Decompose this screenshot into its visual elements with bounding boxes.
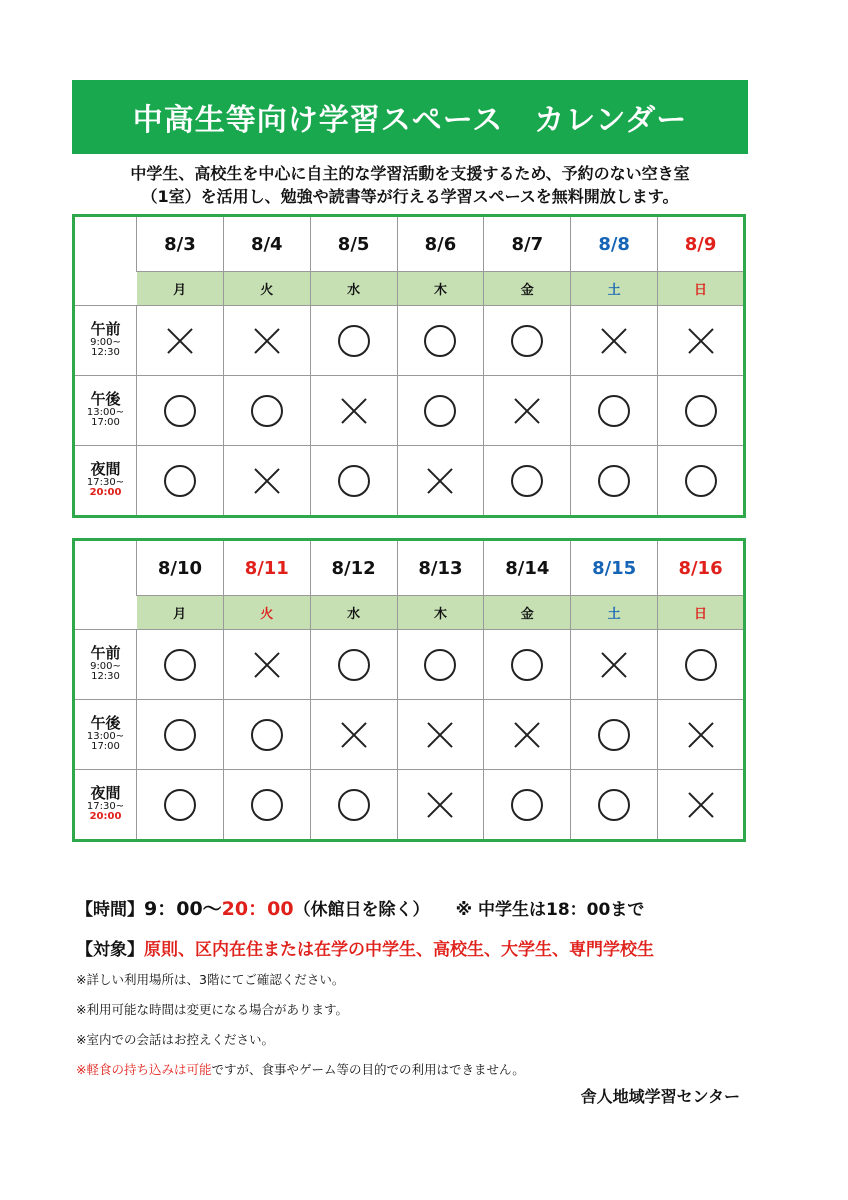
availability-cell <box>223 700 310 770</box>
unavailable-cross-icon <box>687 721 715 749</box>
availability-cell <box>137 700 224 770</box>
availability-cell <box>397 630 484 700</box>
available-circle-icon <box>338 649 370 681</box>
availability-cell <box>310 306 397 376</box>
available-circle-icon <box>251 719 283 751</box>
intro-line-1: 中学生、高校生を中心に自主的な学習活動を支援するため、予約のない空き室 <box>130 164 690 183</box>
available-circle-icon <box>511 649 543 681</box>
availability-cell <box>310 446 397 517</box>
available-circle-icon <box>598 465 630 497</box>
availability-cell <box>397 770 484 841</box>
available-circle-icon <box>685 649 717 681</box>
available-circle-icon <box>164 719 196 751</box>
page-title: 中高生等向け学習スペース カレンダー <box>72 80 748 154</box>
weekday-header: 火 <box>223 272 310 306</box>
weekday-header: 木 <box>397 596 484 630</box>
availability-cell <box>658 376 745 446</box>
time-slot-label <box>74 446 137 517</box>
availability-cell <box>310 700 397 770</box>
hours-line <box>76 894 776 921</box>
weekday-header: 土 <box>571 272 658 306</box>
time-slot-name: 夜間 <box>90 460 121 479</box>
intro-line-2: （1室）を活用し、勉強や読書等が行える学習スペースを無料開放します。 <box>141 187 679 206</box>
note-time-change: ※利用可能な時間は変更になる場合があります。 <box>76 1002 348 1017</box>
time-slot-label <box>74 376 137 446</box>
availability-cell <box>571 446 658 517</box>
hours-junior-note: ※ 中学生は18：00まで <box>455 900 645 920</box>
weekday-header: 水 <box>310 596 397 630</box>
date-header: 8/14 <box>484 540 571 596</box>
unavailable-cross-icon <box>426 791 454 819</box>
available-circle-icon <box>511 325 543 357</box>
unavailable-cross-icon <box>687 327 715 355</box>
availability-cell <box>137 770 224 841</box>
time-slot-row <box>74 306 745 376</box>
availability-cell <box>223 376 310 446</box>
hours-label: 【時間】 <box>76 900 144 920</box>
availability-cell <box>223 630 310 700</box>
time-slot-end: 20:00 <box>89 487 122 499</box>
unavailable-cross-icon <box>426 467 454 495</box>
availability-cell <box>658 630 745 700</box>
date-row <box>74 540 745 596</box>
date-header: 8/9 <box>658 216 745 272</box>
availability-cell <box>397 700 484 770</box>
available-circle-icon <box>338 465 370 497</box>
time-slot-end: 12:30 <box>91 347 120 359</box>
time-slot-label <box>74 630 137 700</box>
unavailable-cross-icon <box>253 651 281 679</box>
available-circle-icon <box>598 789 630 821</box>
time-slot-start: 17:30~ <box>86 800 125 812</box>
availability-cell <box>571 700 658 770</box>
time-slot-end: 20:00 <box>89 811 122 823</box>
availability-cell <box>137 306 224 376</box>
weekday-header: 月 <box>137 272 224 306</box>
available-circle-icon <box>338 325 370 357</box>
availability-cell <box>484 770 571 841</box>
weekday-header: 火 <box>223 596 310 630</box>
time-slot-end: 17:00 <box>91 417 120 429</box>
food-note-prefix: ※ <box>76 1062 87 1077</box>
time-slot-row <box>74 770 745 841</box>
unavailable-cross-icon <box>600 327 628 355</box>
availability-cell <box>484 376 571 446</box>
date-header: 8/8 <box>571 216 658 272</box>
availability-cell <box>484 306 571 376</box>
date-header: 8/13 <box>397 540 484 596</box>
time-slot-end: 17:00 <box>91 741 120 753</box>
weekday-header: 土 <box>571 596 658 630</box>
calendar-week-1 <box>72 214 746 518</box>
hours-closed-note: （休館日を除く） <box>293 900 430 920</box>
weekday-row <box>74 272 745 306</box>
date-header: 8/11 <box>223 540 310 596</box>
availability-cell <box>310 630 397 700</box>
weekday-header: 日 <box>658 272 745 306</box>
available-circle-icon <box>164 649 196 681</box>
time-slot-name: 夜間 <box>90 784 121 803</box>
weekday-header: 金 <box>484 596 571 630</box>
table-corner <box>74 216 137 306</box>
availability-cell <box>658 700 745 770</box>
time-slot-label <box>74 770 137 841</box>
availability-cell <box>137 376 224 446</box>
note-food <box>76 1060 525 1078</box>
date-header: 8/5 <box>310 216 397 272</box>
available-circle-icon <box>164 465 196 497</box>
unavailable-cross-icon <box>253 467 281 495</box>
date-header: 8/15 <box>571 540 658 596</box>
unavailable-cross-icon <box>166 327 194 355</box>
unavailable-cross-icon <box>513 397 541 425</box>
availability-cell <box>310 770 397 841</box>
note-location: ※詳しい利用場所は、3階にてご確認ください。 <box>76 972 345 987</box>
availability-cell <box>571 376 658 446</box>
date-header: 8/12 <box>310 540 397 596</box>
availability-cell <box>397 376 484 446</box>
table-corner <box>74 540 137 630</box>
available-circle-icon <box>685 395 717 427</box>
date-header: 8/3 <box>137 216 224 272</box>
available-circle-icon <box>164 395 196 427</box>
unavailable-cross-icon <box>253 327 281 355</box>
unavailable-cross-icon <box>426 721 454 749</box>
availability-cell <box>484 630 571 700</box>
date-row <box>74 216 745 272</box>
unavailable-cross-icon <box>513 721 541 749</box>
target-line <box>76 935 776 960</box>
time-slot-name: 午前 <box>90 320 121 339</box>
target-label: 【対象】 <box>76 940 144 960</box>
calendar-week-2 <box>72 538 746 842</box>
unavailable-cross-icon <box>340 397 368 425</box>
availability-cell <box>223 770 310 841</box>
available-circle-icon <box>338 789 370 821</box>
time-slot-end: 12:30 <box>91 671 120 683</box>
availability-cell <box>484 700 571 770</box>
intro-text <box>72 162 748 208</box>
available-circle-icon <box>164 789 196 821</box>
organization-name: 舎人地域学習センター <box>580 1087 740 1106</box>
unavailable-cross-icon <box>687 791 715 819</box>
time-slot-start: 9:00~ <box>90 336 121 348</box>
availability-cell <box>658 306 745 376</box>
availability-cell <box>223 306 310 376</box>
date-header: 8/10 <box>137 540 224 596</box>
date-header: 8/16 <box>658 540 745 596</box>
availability-cell <box>571 306 658 376</box>
time-slot-start: 9:00~ <box>90 660 121 672</box>
available-circle-icon <box>685 465 717 497</box>
food-note-rest: ですが、食事やゲーム等の目的での利用はできません。 <box>211 1062 525 1077</box>
availability-cell <box>658 446 745 517</box>
date-header: 8/7 <box>484 216 571 272</box>
time-slot-row <box>74 630 745 700</box>
available-circle-icon <box>511 789 543 821</box>
date-header: 8/4 <box>223 216 310 272</box>
weekday-row <box>74 596 745 630</box>
time-slot-label <box>74 306 137 376</box>
target-text: 原則、区内在住または在学の中学生、高校生、大学生、専門学校生 <box>144 940 654 960</box>
time-slot-row <box>74 446 745 517</box>
unavailable-cross-icon <box>600 651 628 679</box>
availability-cell <box>571 770 658 841</box>
time-slot-row <box>74 376 745 446</box>
time-slot-start: 17:30~ <box>86 476 125 488</box>
hours-start: 9：00～ <box>144 898 222 920</box>
availability-cell <box>137 446 224 517</box>
weekday-header: 日 <box>658 596 745 630</box>
available-circle-icon <box>424 395 456 427</box>
time-slot-name: 午前 <box>90 644 121 663</box>
availability-cell <box>397 306 484 376</box>
hours-end: 20：00 <box>221 898 294 920</box>
note-quiet: ※室内での会話はお控えください。 <box>76 1032 274 1047</box>
availability-cell <box>397 446 484 517</box>
availability-cell <box>484 446 571 517</box>
food-note-highlight: 軽食の持ち込みは可能 <box>86 1062 212 1077</box>
time-slot-name: 午後 <box>90 390 121 409</box>
availability-cell <box>223 446 310 517</box>
availability-cell <box>571 630 658 700</box>
available-circle-icon <box>424 325 456 357</box>
available-circle-icon <box>598 395 630 427</box>
available-circle-icon <box>511 465 543 497</box>
time-slot-label <box>74 700 137 770</box>
availability-cell <box>310 376 397 446</box>
date-header: 8/6 <box>397 216 484 272</box>
time-slot-row <box>74 700 745 770</box>
availability-cell <box>658 770 745 841</box>
time-slot-start: 13:00~ <box>86 730 125 742</box>
time-slot-name: 午後 <box>90 714 121 733</box>
weekday-header: 金 <box>484 272 571 306</box>
weekday-header: 月 <box>137 596 224 630</box>
weekday-header: 水 <box>310 272 397 306</box>
weekday-header: 木 <box>397 272 484 306</box>
available-circle-icon <box>251 789 283 821</box>
availability-cell <box>137 630 224 700</box>
available-circle-icon <box>424 649 456 681</box>
available-circle-icon <box>598 719 630 751</box>
unavailable-cross-icon <box>340 721 368 749</box>
available-circle-icon <box>251 395 283 427</box>
time-slot-start: 13:00~ <box>86 406 125 418</box>
